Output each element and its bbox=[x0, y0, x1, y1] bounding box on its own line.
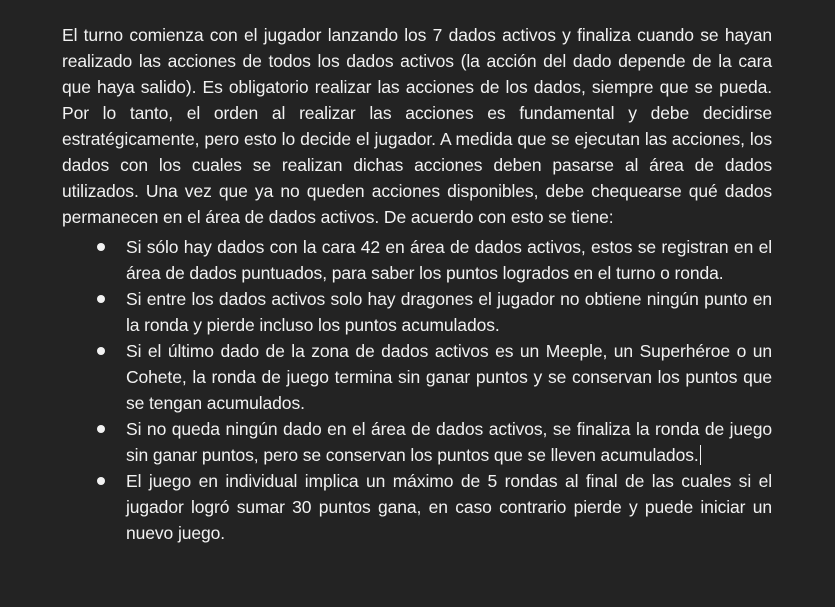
text-cursor bbox=[700, 445, 701, 465]
list-item-text: Si entre los dados activos solo hay dragones el jugador no obtiene ningún punto en la ronda y pierde incluso los puntos acumulados. bbox=[126, 289, 772, 335]
list-item[interactable] bbox=[62, 286, 772, 338]
bullet-icon bbox=[97, 243, 105, 251]
bullet-icon bbox=[97, 347, 105, 355]
list-item-text: Si no queda ningún dado en el área de dados activos, se finaliza la ronda de juego sin ganar puntos, pero se conservan los puntos que se lleven acumulados. bbox=[126, 419, 772, 465]
list-item-text: El juego en individual implica un máximo de 5 rondas al final de las cuales si el jugador logró sumar 30 puntos gana, en caso contrario pierde y puede iniciar un nuevo juego. bbox=[126, 471, 772, 543]
list-item[interactable] bbox=[62, 338, 772, 416]
list-item[interactable] bbox=[62, 234, 772, 286]
rules-list bbox=[62, 234, 772, 546]
intro-paragraph[interactable]: El turno comienza con el jugador lanzando los 7 dados activos y finaliza cuando se hayan realizado las acciones de todos los dados activos (la acción del dado depende de la cara que haya salido). Es obligatorio realizar las acciones de los dados, siempre que se pueda. Por lo tanto, el orden al realizar las acciones es fundamental y debe decidirse estratégicamente, pero esto lo decide el jugador. A medida que se ejecutan las acciones, los dados con los cuales se realizan dichas acciones deben pasarse al área de dados utilizados. Una vez que ya no queden acciones disponibles, debe chequearse qué dados permanecen en el área de dados activos. De acuerdo con esto se tiene: bbox=[62, 25, 772, 227]
bullet-icon bbox=[97, 295, 105, 303]
list-item-text: Si sólo hay dados con la cara 42 en área de dados activos, estos se registran en el área de dados puntuados, para saber los puntos logrados en el turno o ronda. bbox=[126, 237, 772, 283]
list-item[interactable] bbox=[62, 468, 772, 546]
bullet-icon bbox=[97, 425, 105, 433]
bullet-icon bbox=[97, 477, 105, 485]
list-item-text: Si el último dado de la zona de dados activos es un Meeple, un Superhéroe o un Cohete, la ronda de juego termina sin ganar puntos y se conservan los puntos que se tengan acumulados. bbox=[126, 341, 772, 413]
list-item[interactable] bbox=[62, 416, 772, 468]
document-page[interactable] bbox=[62, 22, 772, 546]
